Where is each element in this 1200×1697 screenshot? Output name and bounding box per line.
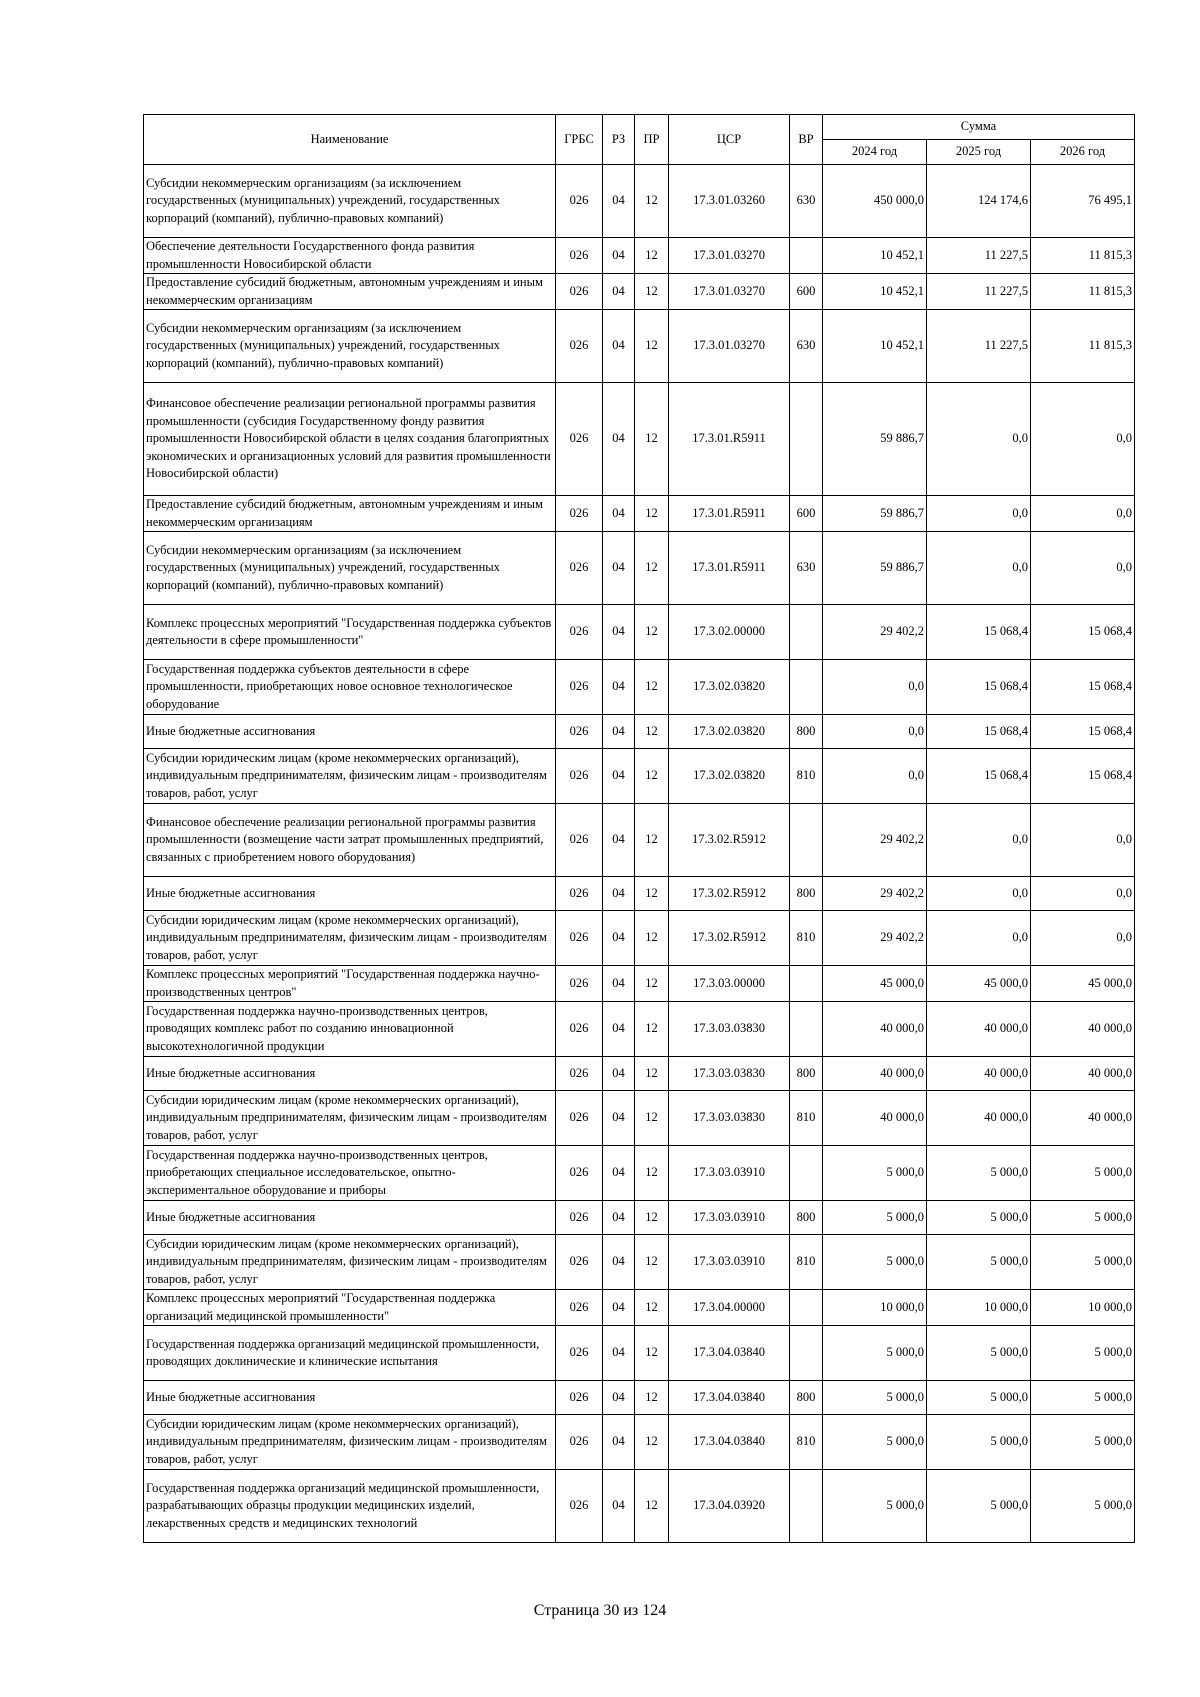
table-row	[144, 877, 1135, 911]
table-row	[144, 1057, 1135, 1091]
row-amount-2026: 11 815,3	[1031, 310, 1135, 383]
row-pr: 12	[635, 1290, 669, 1326]
row-grbs: 026	[556, 605, 603, 660]
row-pr: 12	[635, 605, 669, 660]
row-rz: 04	[603, 532, 635, 605]
row-pr: 12	[635, 1057, 669, 1091]
row-csr: 17.3.04.03840	[669, 1326, 790, 1381]
row-vr	[790, 804, 823, 877]
row-vr: 630	[790, 532, 823, 605]
row-vr: 800	[790, 1201, 823, 1235]
row-rz: 04	[603, 383, 635, 496]
row-csr: 17.3.02.R5912	[669, 877, 790, 911]
row-amount-2024: 5 000,0	[823, 1235, 927, 1290]
row-rz: 04	[603, 877, 635, 911]
row-pr: 12	[635, 1415, 669, 1470]
row-grbs: 026	[556, 877, 603, 911]
row-vr	[790, 1470, 823, 1543]
row-grbs: 026	[556, 165, 603, 238]
row-rz: 04	[603, 1091, 635, 1146]
row-pr: 12	[635, 165, 669, 238]
row-grbs: 026	[556, 749, 603, 804]
row-amount-2025: 0,0	[927, 532, 1031, 605]
row-pr: 12	[635, 383, 669, 496]
row-grbs: 026	[556, 804, 603, 877]
row-csr: 17.3.02.R5912	[669, 911, 790, 966]
row-amount-2024: 29 402,2	[823, 911, 927, 966]
row-rz: 04	[603, 1381, 635, 1415]
row-amount-2024: 40 000,0	[823, 1057, 927, 1091]
table-row	[144, 911, 1135, 966]
row-rz: 04	[603, 310, 635, 383]
row-csr: 17.3.03.03830	[669, 1091, 790, 1146]
row-csr: 17.3.01.03270	[669, 238, 790, 274]
row-name: Субсидии некоммерческим организациям (за исключением государственных (муниципальных) учреждений, государственных корпораций (компаний), публично-правовых компаний)	[144, 310, 556, 383]
page-number: Страница 30 из 124	[533, 1602, 667, 1619]
row-amount-2025: 11 227,5	[927, 310, 1031, 383]
table-row	[144, 715, 1135, 749]
row-amount-2025: 11 227,5	[927, 274, 1031, 310]
row-name: Финансовое обеспечение реализации региональной программы развития промышленности (субсидия Государственному фонду развития промышленности Новосибирской области в целях создания благоприятных экономических и организационных условий для развития промышленности Новосибирской области)	[144, 383, 556, 496]
row-amount-2024: 0,0	[823, 660, 927, 715]
row-amount-2025: 5 000,0	[927, 1146, 1031, 1201]
row-rz: 04	[603, 911, 635, 966]
row-pr: 12	[635, 310, 669, 383]
row-amount-2025: 0,0	[927, 804, 1031, 877]
row-amount-2024: 40 000,0	[823, 1091, 927, 1146]
row-csr: 17.3.02.03820	[669, 660, 790, 715]
row-pr: 12	[635, 1091, 669, 1146]
row-pr: 12	[635, 877, 669, 911]
row-amount-2025: 15 068,4	[927, 605, 1031, 660]
header-year-2024: 2024 год	[823, 140, 927, 165]
row-grbs: 026	[556, 1381, 603, 1415]
table-row	[144, 1381, 1135, 1415]
row-amount-2026: 45 000,0	[1031, 966, 1135, 1002]
row-amount-2025: 5 000,0	[927, 1326, 1031, 1381]
row-csr: 17.3.03.03830	[669, 1002, 790, 1057]
row-amount-2025: 15 068,4	[927, 715, 1031, 749]
table-row	[144, 496, 1135, 532]
row-rz: 04	[603, 605, 635, 660]
row-amount-2025: 40 000,0	[927, 1091, 1031, 1146]
row-name: Комплекс процессных мероприятий "Государственная поддержка научно-производственных центров"	[144, 966, 556, 1002]
row-vr	[790, 966, 823, 1002]
row-vr: 800	[790, 877, 823, 911]
row-vr: 810	[790, 911, 823, 966]
row-rz: 04	[603, 165, 635, 238]
row-pr: 12	[635, 1381, 669, 1415]
row-amount-2025: 0,0	[927, 877, 1031, 911]
row-amount-2026: 11 815,3	[1031, 274, 1135, 310]
row-name: Субсидии некоммерческим организациям (за исключением государственных (муниципальных) учреждений, государственных корпораций (компаний), публично-правовых компаний)	[144, 165, 556, 238]
row-vr: 800	[790, 715, 823, 749]
row-amount-2024: 40 000,0	[823, 1002, 927, 1057]
row-amount-2024: 29 402,2	[823, 877, 927, 911]
row-grbs: 026	[556, 532, 603, 605]
row-amount-2026: 5 000,0	[1031, 1326, 1135, 1381]
header-csr: ЦСР	[669, 115, 790, 165]
row-name: Иные бюджетные ассигнования	[144, 715, 556, 749]
row-amount-2025: 0,0	[927, 383, 1031, 496]
row-amount-2024: 5 000,0	[823, 1415, 927, 1470]
row-csr: 17.3.02.03820	[669, 749, 790, 804]
row-rz: 04	[603, 1002, 635, 1057]
row-rz: 04	[603, 966, 635, 1002]
row-pr: 12	[635, 496, 669, 532]
row-vr	[790, 605, 823, 660]
row-rz: 04	[603, 1415, 635, 1470]
row-amount-2024: 10 452,1	[823, 238, 927, 274]
row-grbs: 026	[556, 383, 603, 496]
row-name: Иные бюджетные ассигнования	[144, 877, 556, 911]
row-grbs: 026	[556, 911, 603, 966]
row-amount-2025: 5 000,0	[927, 1415, 1031, 1470]
row-rz: 04	[603, 1146, 635, 1201]
row-pr: 12	[635, 660, 669, 715]
row-amount-2026: 0,0	[1031, 383, 1135, 496]
row-rz: 04	[603, 1201, 635, 1235]
row-vr: 800	[790, 1381, 823, 1415]
row-vr	[790, 1326, 823, 1381]
row-vr: 630	[790, 310, 823, 383]
row-amount-2026: 0,0	[1031, 496, 1135, 532]
budget-table	[143, 114, 1135, 1543]
row-amount-2024: 29 402,2	[823, 605, 927, 660]
row-name: Предоставление субсидий бюджетным, автономным учреждениям и иным некоммерческим организациям	[144, 274, 556, 310]
row-amount-2024: 45 000,0	[823, 966, 927, 1002]
row-name: Комплекс процессных мероприятий "Государственная поддержка субъектов деятельности в сфере промышленности"	[144, 605, 556, 660]
row-name: Иные бюджетные ассигнования	[144, 1201, 556, 1235]
row-amount-2026: 5 000,0	[1031, 1415, 1135, 1470]
row-amount-2026: 0,0	[1031, 877, 1135, 911]
row-amount-2026: 15 068,4	[1031, 715, 1135, 749]
row-pr: 12	[635, 1235, 669, 1290]
row-amount-2024: 29 402,2	[823, 804, 927, 877]
row-grbs: 026	[556, 1002, 603, 1057]
row-grbs: 026	[556, 1326, 603, 1381]
header-year-2026: 2026 год	[1031, 140, 1135, 165]
row-grbs: 026	[556, 1146, 603, 1201]
row-amount-2025: 5 000,0	[927, 1235, 1031, 1290]
row-name: Субсидии юридическим лицам (кроме некоммерческих организаций), индивидуальным предпринимателям, физическим лицам - производителям товаров, работ, услуг	[144, 1235, 556, 1290]
row-grbs: 026	[556, 715, 603, 749]
row-amount-2024: 5 000,0	[823, 1470, 927, 1543]
row-grbs: 026	[556, 1057, 603, 1091]
row-amount-2024: 59 886,7	[823, 383, 927, 496]
row-vr: 800	[790, 1057, 823, 1091]
row-amount-2026: 0,0	[1031, 532, 1135, 605]
row-pr: 12	[635, 715, 669, 749]
row-grbs: 026	[556, 1201, 603, 1235]
table-row	[144, 274, 1135, 310]
row-rz: 04	[603, 1326, 635, 1381]
header-name: Наименование	[144, 115, 556, 165]
row-grbs: 026	[556, 966, 603, 1002]
row-rz: 04	[603, 274, 635, 310]
row-amount-2024: 10 000,0	[823, 1290, 927, 1326]
row-grbs: 026	[556, 660, 603, 715]
row-amount-2026: 5 000,0	[1031, 1146, 1135, 1201]
row-amount-2025: 15 068,4	[927, 660, 1031, 715]
row-vr: 630	[790, 165, 823, 238]
table-row	[144, 1326, 1135, 1381]
row-csr: 17.3.01.R5911	[669, 532, 790, 605]
row-amount-2026: 11 815,3	[1031, 238, 1135, 274]
row-vr	[790, 660, 823, 715]
row-name: Иные бюджетные ассигнования	[144, 1381, 556, 1415]
row-pr: 12	[635, 238, 669, 274]
row-pr: 12	[635, 804, 669, 877]
row-vr: 810	[790, 1415, 823, 1470]
row-amount-2026: 0,0	[1031, 804, 1135, 877]
row-amount-2026: 10 000,0	[1031, 1290, 1135, 1326]
row-amount-2024: 0,0	[823, 749, 927, 804]
row-pr: 12	[635, 1326, 669, 1381]
row-amount-2024: 59 886,7	[823, 496, 927, 532]
row-vr	[790, 1290, 823, 1326]
row-name: Государственная поддержка субъектов деятельности в сфере промышленности, приобретающих новое основное технологическое оборудование	[144, 660, 556, 715]
row-amount-2026: 15 068,4	[1031, 605, 1135, 660]
row-name: Государственная поддержка научно-производственных центров, приобретающих специальное исследовательское, опытно-экспериментальное оборудование и приборы	[144, 1146, 556, 1201]
row-amount-2025: 40 000,0	[927, 1057, 1031, 1091]
row-amount-2026: 40 000,0	[1031, 1091, 1135, 1146]
row-amount-2025: 11 227,5	[927, 238, 1031, 274]
row-csr: 17.3.03.03910	[669, 1201, 790, 1235]
row-vr: 810	[790, 749, 823, 804]
row-grbs: 026	[556, 1415, 603, 1470]
row-amount-2024: 59 886,7	[823, 532, 927, 605]
row-csr: 17.3.02.00000	[669, 605, 790, 660]
row-vr	[790, 238, 823, 274]
header-pr: ПР	[635, 115, 669, 165]
row-csr: 17.3.01.03270	[669, 274, 790, 310]
row-name: Субсидии юридическим лицам (кроме некоммерческих организаций), индивидуальным предпринимателям, физическим лицам - производителям товаров, работ, услуг	[144, 1091, 556, 1146]
row-csr: 17.3.03.03910	[669, 1146, 790, 1201]
row-amount-2025: 5 000,0	[927, 1470, 1031, 1543]
row-grbs: 026	[556, 1235, 603, 1290]
table-row	[144, 1290, 1135, 1326]
row-rz: 04	[603, 804, 635, 877]
row-amount-2025: 0,0	[927, 496, 1031, 532]
row-csr: 17.3.01.03270	[669, 310, 790, 383]
row-rz: 04	[603, 715, 635, 749]
row-amount-2024: 10 452,1	[823, 274, 927, 310]
table-row	[144, 383, 1135, 496]
row-pr: 12	[635, 966, 669, 1002]
row-name: Комплекс процессных мероприятий "Государственная поддержка организаций медицинской промышленности"	[144, 1290, 556, 1326]
row-amount-2026: 5 000,0	[1031, 1381, 1135, 1415]
row-name: Субсидии юридическим лицам (кроме некоммерческих организаций), индивидуальным предпринимателям, физическим лицам - производителям товаров, работ, услуг	[144, 911, 556, 966]
row-csr: 17.3.01.R5911	[669, 383, 790, 496]
table-row	[144, 1470, 1135, 1543]
row-name: Субсидии юридическим лицам (кроме некоммерческих организаций), индивидуальным предпринимателям, физическим лицам - производителям товаров, работ, услуг	[144, 1415, 556, 1470]
row-csr: 17.3.01.R5911	[669, 496, 790, 532]
table-row	[144, 1201, 1135, 1235]
row-name: Государственная поддержка научно-производственных центров, проводящих комплекс работ по созданию инновационной высокотехнологичной продукции	[144, 1002, 556, 1057]
row-grbs: 026	[556, 1091, 603, 1146]
table-row	[144, 1415, 1135, 1470]
row-amount-2026: 15 068,4	[1031, 749, 1135, 804]
row-amount-2024: 0,0	[823, 715, 927, 749]
row-pr: 12	[635, 1002, 669, 1057]
row-rz: 04	[603, 238, 635, 274]
row-csr: 17.3.04.00000	[669, 1290, 790, 1326]
row-amount-2024: 5 000,0	[823, 1381, 927, 1415]
row-amount-2026: 40 000,0	[1031, 1057, 1135, 1091]
row-amount-2024: 450 000,0	[823, 165, 927, 238]
row-grbs: 026	[556, 496, 603, 532]
row-pr: 12	[635, 749, 669, 804]
row-vr: 600	[790, 496, 823, 532]
header-year-2025: 2025 год	[927, 140, 1031, 165]
row-name: Финансовое обеспечение реализации региональной программы развития промышленности (возмещение части затрат промышленных предприятий, связанных с приобретением нового оборудования)	[144, 804, 556, 877]
row-name: Государственная поддержка организаций медицинской промышленности, разрабатывающих образцы продукции медицинских изделий, лекарственных средств и медицинских технологий	[144, 1470, 556, 1543]
table-row	[144, 660, 1135, 715]
row-grbs: 026	[556, 310, 603, 383]
row-amount-2025: 40 000,0	[927, 1002, 1031, 1057]
row-amount-2026: 76 495,1	[1031, 165, 1135, 238]
table-row	[144, 966, 1135, 1002]
header-vr: ВР	[790, 115, 823, 165]
table-row	[144, 165, 1135, 238]
table-row	[144, 1002, 1135, 1057]
row-pr: 12	[635, 911, 669, 966]
row-vr: 810	[790, 1235, 823, 1290]
row-pr: 12	[635, 532, 669, 605]
row-csr: 17.3.01.03260	[669, 165, 790, 238]
row-amount-2025: 5 000,0	[927, 1381, 1031, 1415]
row-rz: 04	[603, 496, 635, 532]
row-amount-2024: 10 452,1	[823, 310, 927, 383]
row-amount-2025: 45 000,0	[927, 966, 1031, 1002]
row-rz: 04	[603, 1235, 635, 1290]
row-csr: 17.3.03.00000	[669, 966, 790, 1002]
table-row	[144, 1146, 1135, 1201]
row-vr: 810	[790, 1091, 823, 1146]
row-csr: 17.3.02.R5912	[669, 804, 790, 877]
row-pr: 12	[635, 274, 669, 310]
header-rz: РЗ	[603, 115, 635, 165]
row-grbs: 026	[556, 274, 603, 310]
row-name: Иные бюджетные ассигнования	[144, 1057, 556, 1091]
row-name: Субсидии юридическим лицам (кроме некоммерческих организаций), индивидуальным предпринимателям, физическим лицам - производителям товаров, работ, услуг	[144, 749, 556, 804]
table-row	[144, 749, 1135, 804]
table-row	[144, 605, 1135, 660]
row-csr: 17.3.04.03920	[669, 1470, 790, 1543]
row-grbs: 026	[556, 1470, 603, 1543]
table-row	[144, 804, 1135, 877]
row-csr: 17.3.04.03840	[669, 1415, 790, 1470]
row-rz: 04	[603, 1470, 635, 1543]
row-csr: 17.3.02.03820	[669, 715, 790, 749]
row-csr: 17.3.03.03910	[669, 1235, 790, 1290]
table-row	[144, 532, 1135, 605]
header-sum: Сумма	[823, 115, 1135, 140]
row-vr	[790, 1146, 823, 1201]
table-body	[144, 165, 1135, 1543]
row-pr: 12	[635, 1470, 669, 1543]
table-row	[144, 1091, 1135, 1146]
row-amount-2025: 15 068,4	[927, 749, 1031, 804]
row-rz: 04	[603, 749, 635, 804]
row-amount-2026: 5 000,0	[1031, 1235, 1135, 1290]
row-csr: 17.3.03.03830	[669, 1057, 790, 1091]
row-amount-2026: 5 000,0	[1031, 1470, 1135, 1543]
row-csr: 17.3.04.03840	[669, 1381, 790, 1415]
row-amount-2024: 5 000,0	[823, 1201, 927, 1235]
row-amount-2025: 124 174,6	[927, 165, 1031, 238]
row-vr	[790, 383, 823, 496]
row-amount-2024: 5 000,0	[823, 1326, 927, 1381]
row-pr: 12	[635, 1201, 669, 1235]
row-amount-2026: 15 068,4	[1031, 660, 1135, 715]
row-name: Субсидии некоммерческим организациям (за исключением государственных (муниципальных) учреждений, государственных корпораций (компаний), публично-правовых компаний)	[144, 532, 556, 605]
header-grbs: ГРБС	[556, 115, 603, 165]
row-grbs: 026	[556, 238, 603, 274]
row-vr	[790, 1002, 823, 1057]
row-amount-2025: 0,0	[927, 911, 1031, 966]
table-row	[144, 310, 1135, 383]
row-amount-2025: 10 000,0	[927, 1290, 1031, 1326]
row-amount-2024: 5 000,0	[823, 1146, 927, 1201]
row-grbs: 026	[556, 1290, 603, 1326]
table-row	[144, 238, 1135, 274]
table-row	[144, 1235, 1135, 1290]
row-vr: 600	[790, 274, 823, 310]
row-rz: 04	[603, 660, 635, 715]
row-amount-2025: 5 000,0	[927, 1201, 1031, 1235]
row-name: Предоставление субсидий бюджетным, автономным учреждениям и иным некоммерческим организациям	[144, 496, 556, 532]
row-amount-2026: 5 000,0	[1031, 1201, 1135, 1235]
row-name: Обеспечение деятельности Государственного фонда развития промышленности Новосибирской области	[144, 238, 556, 274]
row-pr: 12	[635, 1146, 669, 1201]
row-amount-2026: 0,0	[1031, 911, 1135, 966]
row-amount-2026: 40 000,0	[1031, 1002, 1135, 1057]
row-name: Государственная поддержка организаций медицинской промышленности, проводящих доклинические и клинические испытания	[144, 1326, 556, 1381]
row-rz: 04	[603, 1290, 635, 1326]
row-rz: 04	[603, 1057, 635, 1091]
